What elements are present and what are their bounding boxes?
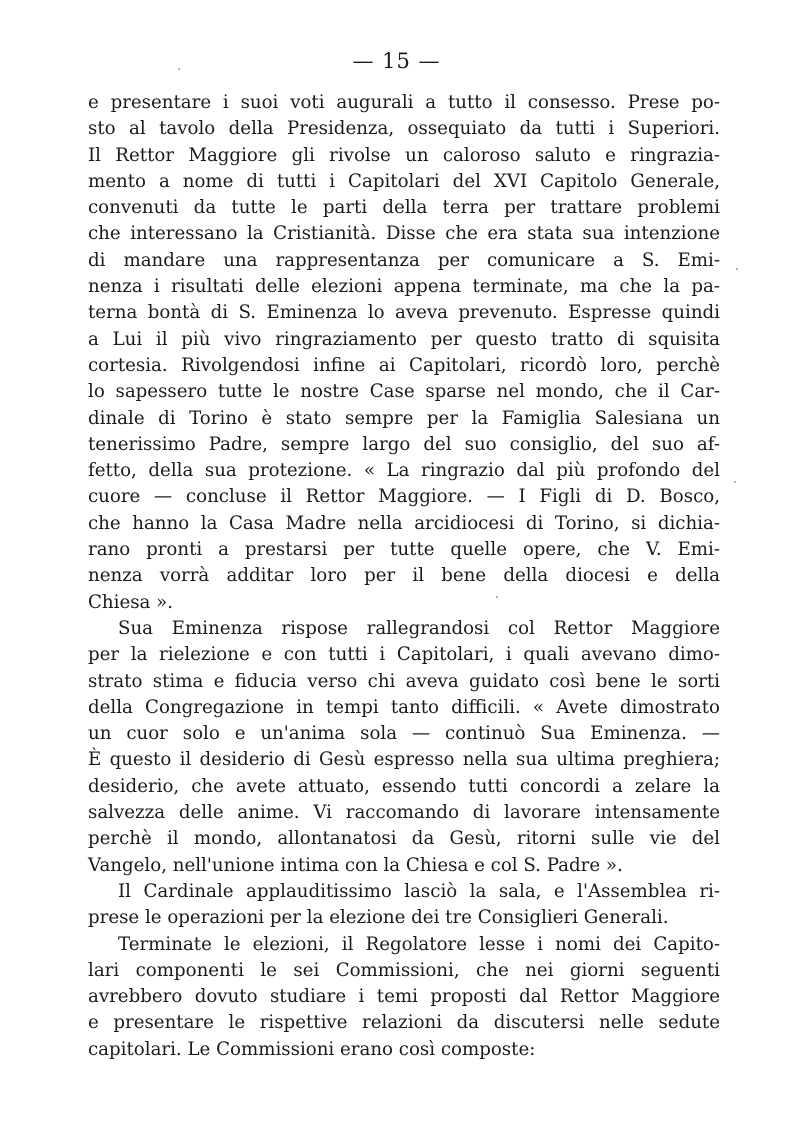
text-line: desiderio, che avete attuato, essendo tutti concordi a zelare la: [88, 775, 720, 797]
text-line: e presentare le rispettive relazioni da discutersi nelle sedute: [88, 1012, 720, 1034]
text-line: salvezza delle anime. Vi raccomando di lavorare intensamente: [88, 802, 720, 824]
text-line: Chiesa ».: [88, 591, 174, 613]
text-line: capitolari. Le Commissioni erano così composte:: [88, 1038, 536, 1060]
text-line: per la rielezione e con tutti i Capitolari, i quali avevano dimo-: [88, 644, 720, 666]
text-line: lari componenti le sei Commissioni, che nei giorni seguenti: [88, 959, 720, 981]
text-line: fetto, della sua protezione. « La ringrazio dal più profondo del: [88, 460, 720, 482]
text-line: cortesia. Rivolgendosi infine ai Capitolari, ricordò loro, perchè: [88, 354, 720, 376]
text-line: Il Cardinale applauditissimo lasciò la sala, e l'Assemblea ri-: [118, 880, 720, 902]
text-line: perchè il mondo, allontanatosi da Gesù, ritorni sulle vie del: [88, 828, 720, 850]
text-line: lo sapessero tutte le nostre Case sparse nel mondo, che il Car-: [88, 381, 720, 403]
text-line: prese le operazioni per la elezione dei tre Consiglieri Generali.: [88, 907, 669, 929]
text-line: Vangelo, nell'unione intima con la Chiesa e col S. Padre ».: [88, 854, 623, 876]
text-line: della Congregazione in tempi tanto difficili. « Avete dimostrato: [88, 696, 720, 718]
text-line: che interessano la Cristianità. Disse che era stata sua intenzione: [88, 223, 720, 245]
scan-speck: [734, 481, 736, 483]
text-line: a Lui il più vivo ringraziamento per questo tratto di squisita: [88, 328, 720, 350]
text-line: di mandare una rappresentanza per comunicare a S. Emi-: [88, 249, 720, 271]
text-line: un cuor solo e un'anima sola — continuò Sua Eminenza. —: [88, 723, 720, 745]
text-line: cuore — concluse il Rettor Maggiore. — I Figli di D. Bosco,: [88, 486, 720, 508]
text-line: tenerissimo Padre, sempre largo del suo consiglio, del suo af-: [88, 433, 720, 455]
scan-speck: [178, 68, 180, 70]
text-line: che hanno la Casa Madre nella arcidiocesi di Torino, si dichia-: [88, 512, 720, 534]
text-line: nenza i risultati delle elezioni appena terminate, ma che la pa-: [88, 276, 720, 298]
text-line: e presentare i suoi voti augurali a tutto il consesso. Prese po-: [88, 92, 720, 113]
text-line: È questo il desiderio di Gesù espresso nella sua ultima preghiera;: [88, 749, 720, 771]
text-line: mento a nome di tutti i Capitolari del XVI Capitolo Generale,: [88, 170, 720, 192]
body-text: [88, 90, 720, 1063]
text-line: nenza vorrà additar loro per il bene della diocesi e della: [88, 565, 720, 587]
text-line: Terminate le elezioni, il Regolatore lesse i nomi dei Capito-: [118, 933, 720, 955]
text-line: Sua Eminenza rispose rallegrandosi col Rettor Maggiore: [118, 617, 720, 639]
text-line: rano pronti a prestarsi per tutte quelle opere, che V. Emi-: [88, 539, 720, 561]
text-line: terna bontà di S. Eminenza lo aveva prevenuto. Espresse quindi: [88, 302, 720, 324]
page-number: — 15 —: [352, 49, 441, 73]
text-line: sto al tavolo della Presidenza, ossequiato da tutti i Superiori.: [88, 118, 720, 140]
text-line: strato stima e fiducia verso chi aveva guidato così bene le sorti: [88, 670, 720, 692]
text-line: avrebbero dovuto studiare i temi proposti dal Rettor Maggiore: [88, 986, 720, 1008]
scan-speck: [736, 268, 738, 270]
text-line: dinale di Torino è stato sempre per la Famiglia Salesiana un: [88, 407, 720, 429]
text-line: convenuti da tutte le parti della terra per trattare problemi: [88, 197, 720, 219]
scan-speck: [496, 596, 498, 598]
text-line: Il Rettor Maggiore gli rivolse un caloroso saluto e ringrazia-: [88, 144, 720, 166]
